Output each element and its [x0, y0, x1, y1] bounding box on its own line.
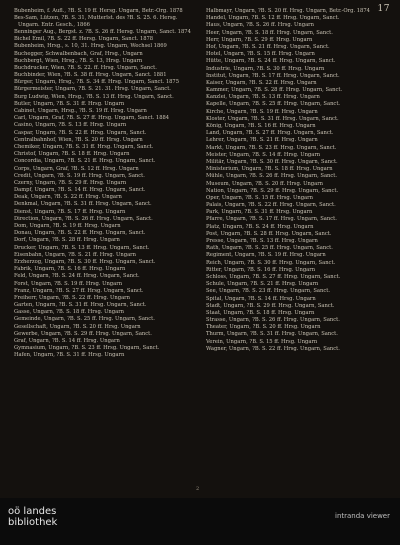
index-entry: Palais, Ungarn, ?B. S. 22 ff. Hrsg. Ungarn, Sanct. — [206, 202, 336, 209]
index-entry: Reich, Ungarn, ?B. S. 30 ff. Hrsg. Ungarn, Sanct. — [206, 259, 336, 266]
index-entry: Platz, Ungarn, ?B. S. 24 ff. Hrsg. Ungarn — [206, 223, 314, 230]
index-entry: Land, Ungarn, ?B. S. 27 ff. Hrsg. Ungarn, Sanct. — [206, 130, 334, 137]
index-entry: Dom, Ungarn, ?B. S. 19 ff. Hrsg. Ungarn — [14, 223, 121, 230]
index-entry: Burg Ludwig, Wien, Hrsg., ?B. S. 13 ff. Hrsg. Ungarn, Sanct. — [14, 93, 174, 100]
index-entry: Bubenheim, Hrsg., s. 10, 31. Hrsg. Ungarn, Wechsel 1869 — [14, 43, 167, 50]
index-entry: Mühle, Ungarn, ?B. S. 26 ff. Hrsg. Ungarn, Sanct. — [206, 173, 338, 180]
index-entry: Caspar, Ungarn, ?B. S. 22 ff. Hrsg. Ungarn, Sanct. — [14, 129, 147, 136]
index-entry: Ritter, Ungarn, ?B. S. 16 ff. Hrsg. Ungarn — [206, 266, 316, 273]
index-entry: Donau, Ungarn, ?B. S. 22 ff. Hrsg. Ungarn, Sanct. — [14, 230, 146, 237]
index-entry: Museum, Ungarn, ?B. S. 20 ff. Hrsg. Ungarn — [206, 180, 324, 187]
index-entry: Kammer, Ungarn, ?B. S. 28 ff. Hrsg. Ungarn, Sanct. — [206, 87, 343, 94]
index-entry: Hof, Ungarn, ?B. S. 21 ff. Hrsg. Ungarn, Sanct. — [206, 43, 330, 50]
index-entry: Buchegger, Schwalbenbach, Graf, Hrsg., Ungarn — [14, 50, 143, 57]
index-entry: Spital, Ungarn, ?B. S. 14 ff. Hrsg. Ungarn — [206, 295, 316, 302]
index-entry: Nation, Ungarn, ?B. S. 29 ff. Hrsg. Ungarn, Sanct. — [206, 187, 339, 194]
page-number: 17 — [377, 4, 390, 14]
index-entry: Graf, Ungarn, ?B. S. 14 ff. Hrsg. Ungarn — [14, 338, 120, 345]
index-entry: Kanzlei, Ungarn, ?B. S. 13 ff. Hrsg. Ungarn — [206, 94, 320, 101]
index-entry: Erzherzog, Ungarn, ?B. S. 30 ff. Hrsg. Ungarn, Sanct. — [14, 258, 156, 265]
signature-mark: 2 — [196, 486, 200, 492]
index-entry: Rath, Ungarn, ?B. S. 25 ff. Hrsg. Ungarn, Sanct. — [206, 245, 333, 252]
index-entry: Casino, Ungarn, ?B. S. 13 ff. Hrsg. Ungarn — [14, 122, 127, 129]
text-columns — [14, 8, 390, 486]
index-entry: Dienst, Ungarn, ?B. S. 17 ff. Hrsg. Ungarn — [14, 208, 126, 215]
index-entry: Institut, Ungarn, ?B. S. 17 ff. Hrsg. Ungarn, Sanct. — [206, 72, 340, 79]
index-entry: Hotel, Ungarn, ?B. S. 15 ff. Hrsg. Ungarn — [206, 51, 315, 58]
index-entry: Denkmal, Ungarn, ?B. S. 31 ff. Hrsg. Ungarn, Sanct. — [14, 201, 152, 208]
index-entry: Bes-Sam, Lützen, ?B. S. 31, Mutterlst. des ?B. S. 25. 6. Hersg. Ungarn. Entr. Gesch., 1866 — [14, 15, 178, 28]
index-entry: Corps, Ungarn, Graf, ?B. S. 12 ff. Hrsg. Ungarn — [14, 165, 139, 172]
index-entry: Dorf, Ungarn, ?B. S. 28 ff. Hrsg. Ungarn — [14, 237, 120, 244]
index-entry: Kirche, Ungarn, ?B. S. 19 ff. Hrsg. Ungarn — [206, 108, 318, 115]
index-entry: Hütte, Ungarn, ?B. S. 24 ff. Hrsg. Ungarn, Sanct. — [206, 58, 336, 65]
viewer-footer — [0, 498, 400, 545]
index-entry: Halbmayr, Ungarn, ?B. S. 20 ff. Hrsg. Ungarn, Betr.-Org. 1874 — [206, 8, 370, 14]
index-entry: Lehrer, Ungarn, ?B. S. 21 ff. Hrsg. Ungarn — [206, 137, 318, 144]
index-entry: Gewerbe, Ungarn, ?B. S. 29 ff. Hrsg. Ungarn, Sanct. — [14, 330, 152, 337]
library-logo[interactable] — [8, 506, 57, 528]
index-entry: Bürger, Ungarn, Hrsg., ?B. S. 34 ff. Hrsg. Ungarn, Sanct. 1875 — [14, 79, 180, 86]
index-entry: Staat, Ungarn, ?B. S. 18 ff. Hrsg. Ungarn — [206, 309, 315, 316]
index-entry: Buchbergt, Wien, Hrsg., ?B. S. 13, Hrsg. Ungarn — [14, 57, 143, 64]
index-entry: Fabrik, Ungarn, ?B. S. 16 ff. Hrsg. Ungarn — [14, 266, 126, 273]
index-entry: Bürgermeister, Ungarn, ?B. S. 21. 31. Hrsg. Ungarn, Sanct. — [14, 86, 171, 93]
index-entry: Direction, Ungarn, ?B. S. 26 ff. Hrsg. Ungarn, Sanct. — [14, 215, 153, 222]
index-entry: Butler, Ungarn, ?B. S. 31 ff. Hrsg. Ungarn — [14, 100, 125, 107]
left-column — [14, 8, 198, 486]
index-entry: Credit, Ungarn, ?B. S. 19 ff. Hrsg. Ungarn, Sanct. — [14, 172, 145, 179]
index-entry: Verein, Ungarn, ?B. S. 15 ff. Hrsg. Ungarn — [206, 338, 318, 345]
index-entry: Buchdrucker, Wien, ?B. S. 22. ff. Hrsg. Ungarn, Sanct. — [14, 64, 157, 71]
logo-line-1: oö landes — [8, 506, 57, 517]
index-entry: Gesellschaft, Ungarn, ?B. S. 20 ff. Hrsg. Ungarn — [14, 323, 141, 330]
index-entry: Forst, Ungarn, ?B. S. 19 ff. Hrsg. Ungarn — [14, 280, 123, 287]
index-entry: Strasse, Ungarn, ?B. S. 26 ff. Hrsg. Ungarn, Sanct. — [206, 317, 340, 324]
index-entry: Kaiser, Ungarn, ?B. S. 22 ff. Hrsg. Ungarn — [206, 79, 317, 86]
index-entry: Buchbinder, Wien, ?B. S. 38 ff. Hrsg. Ungarn, Sanct. 1881 — [14, 72, 167, 79]
index-entry: Post, Ungarn, ?B. S. 28 ff. Hrsg. Ungarn, Sanct. — [206, 230, 332, 237]
index-entry: Gymnasium, Ungarn, ?B. S. 23 ff. Hrsg. Ungarn, Sanct. — [14, 345, 160, 352]
index-entry: Heer, Ungarn, ?B. S. 18 ff. Hrsg. Ungarn, Sanct. — [206, 29, 333, 36]
logo-line-2: bibliothek — [8, 517, 58, 528]
index-entry: Benninger Aug., Bergst. z. ?B. S. 26 ff. Hersg. Ungarn, Sanct. 1874 — [14, 28, 191, 35]
index-entry: Industrie, Ungarn, ?B. S. 30 ff. Hrsg. Ungarn — [206, 65, 325, 72]
index-entry: Hafen, Ungarn, ?B. S. 31 ff. Hrsg. Ungarn — [14, 352, 125, 359]
index-entry: Deak, Ungarn, ?B. S. 22 ff. Hrsg. Ungarn — [14, 194, 122, 201]
index-entry: Ministerium, Ungarn, ?B. S. 18 ff. Hrsg. Ungarn — [206, 166, 333, 173]
right-column — [206, 8, 390, 486]
index-entry: Freiherr, Ungarn, ?B. S. 22 ff. Hrsg. Ungarn — [14, 294, 130, 301]
index-entry: Militär, Ungarn, ?B. S. 30 ff. Hrsg. Ungarn, Sanct. — [206, 158, 338, 165]
index-entry: Handel, Ungarn, ?B. S. 12 ff. Hrsg. Ungarn, Sanct. — [206, 15, 340, 22]
index-entry: Oper, Ungarn, ?B. S. 15 ff. Hrsg. Ungarn — [206, 194, 313, 201]
index-entry: Theater, Ungarn, ?B. S. 20 ff. Hrsg. Ungarn — [206, 324, 321, 331]
index-entry: Kloster, Ungarn, ?B. S. 31 ff. Hrsg. Ungarn, Sanct. — [206, 115, 339, 122]
index-entry: Gemeinde, Ungarn, ?B. S. 25 ff. Hrsg. Ungarn, Sanct. — [14, 316, 155, 323]
index-entry: Eisenbahn, Ungarn, ?B. S. 21 ff. Hrsg. Ungarn — [14, 251, 136, 258]
index-entry: Franz, Ungarn, ?B. S. 27 ff. Hrsg. Ungarn, Sanct. — [14, 287, 144, 294]
index-entry: Thurm, Ungarn, ?B. S. 31 ff. Hrsg. Ungarn, Sanct. — [206, 331, 338, 338]
index-entry: Christof, Ungarn, ?B. S. 18 ff. Hrsg. Ungarn — [14, 151, 130, 158]
index-entry: Kapelle, Ungarn, ?B. S. 25 ff. Hrsg. Ungarn, Sanct. — [206, 101, 341, 108]
index-entry: Stadt, Ungarn, ?B. S. 29 ff. Hrsg. Ungarn, Sanct. — [206, 302, 335, 309]
index-entry: Schloss, Ungarn, ?B. S. 27 ff. Hrsg. Ungarn, Sanct. — [206, 273, 341, 280]
index-entry: Wagner, Ungarn, ?B. S. 22 ff. Hrsg. Ungarn, Sanct. — [206, 345, 340, 352]
index-entry: Cabinet, Ungarn, Hrsg., ?B. S. 19 ff. Hrsg. Ungarn — [14, 108, 147, 115]
index-entry: Concordia, Ungarn, ?B. S. 21 ff. Hrsg. Ungarn, Sanct. — [14, 158, 156, 165]
index-entry: Chemiker, Ungarn, ?B. S. 31 ff. Hrsg. Ungarn, Sanct. — [14, 143, 154, 150]
index-entry: Pfarre, Ungarn, ?B. S. 17 ff. Hrsg. Ungarn, Sanct. — [206, 216, 337, 223]
index-entry: Drucker, Ungarn, ?B. S. 13 ff. Hrsg. Ungarn, Sanct. — [14, 244, 150, 251]
index-entry: Dampf, Ungarn, ?B. S. 14 ff. Hrsg. Ungarn, Sanct. — [14, 187, 146, 194]
index-entry: Bubenheim, f. Aufl., ?B. S. 19 ff. Hersg. Ungarn, Betr.-Org. 1878 — [14, 8, 183, 14]
index-entry: König, Ungarn, ?B. S. 16 ff. Hrsg. Ungarn — [206, 123, 316, 129]
index-entry: Centralbahnhof, Wien, ?B. S. 20 ff. Hrsg. Ungarn — [14, 136, 143, 143]
index-entry: Meister, Ungarn, ?B. S. 14 ff. Hrsg. Ungarn — [206, 151, 321, 158]
index-entry: Regiment, Ungarn, ?B. S. 19 ff. Hrsg. Ungarn — [206, 252, 326, 259]
index-entry: Feld, Ungarn, ?B. S. 24 ff. Hrsg. Ungarn, Sanct. — [14, 273, 140, 280]
index-entry: Garten, Ungarn, ?B. S. 31 ff. Hrsg. Ungarn, Sanct. — [14, 302, 147, 309]
viewer-label[interactable]: intranda viewer — [335, 512, 390, 520]
index-entry: Presse, Ungarn, ?B. S. 13 ff. Hrsg. Ungarn — [206, 238, 318, 244]
index-entry: Gasse, Ungarn, ?B. S. 18 ff. Hrsg. Ungarn — [14, 309, 125, 316]
index-entry: Carl, Ungarn, Graf, ?B. S. 27 ff. Hrsg. Ungarn, Sanct. 1884 — [14, 115, 170, 122]
index-entry: Czerny, Ungarn, ?B. S. 29 ff. Hrsg. Ungarn — [14, 179, 127, 186]
index-entry: Markt, Ungarn, ?B. S. 23 ff. Hrsg. Ungarn, Sanct. — [206, 144, 337, 151]
index-entry: Schule, Ungarn, ?B. S. 21 ff. Hrsg. Ungarn — [206, 281, 319, 288]
index-entry: Herr, Ungarn, ?B. S. 29 ff. Hrsg. Ungarn — [206, 36, 313, 43]
index-entry: Haus, Ungarn, ?B. S. 26 ff. Hrsg. Ungarn — [206, 22, 314, 29]
index-entry: Bichel Emil, ?B. S. 22 ff. Hersg. Ungarn, Sanct. 1878 — [14, 36, 154, 43]
index-entry: Park, Ungarn, ?B. S. 31 ff. Hrsg. Ungarn — [206, 209, 313, 216]
index-entry: See, Ungarn, ?B. S. 23 ff. Hrsg. Ungarn, Sanct. — [206, 288, 330, 295]
